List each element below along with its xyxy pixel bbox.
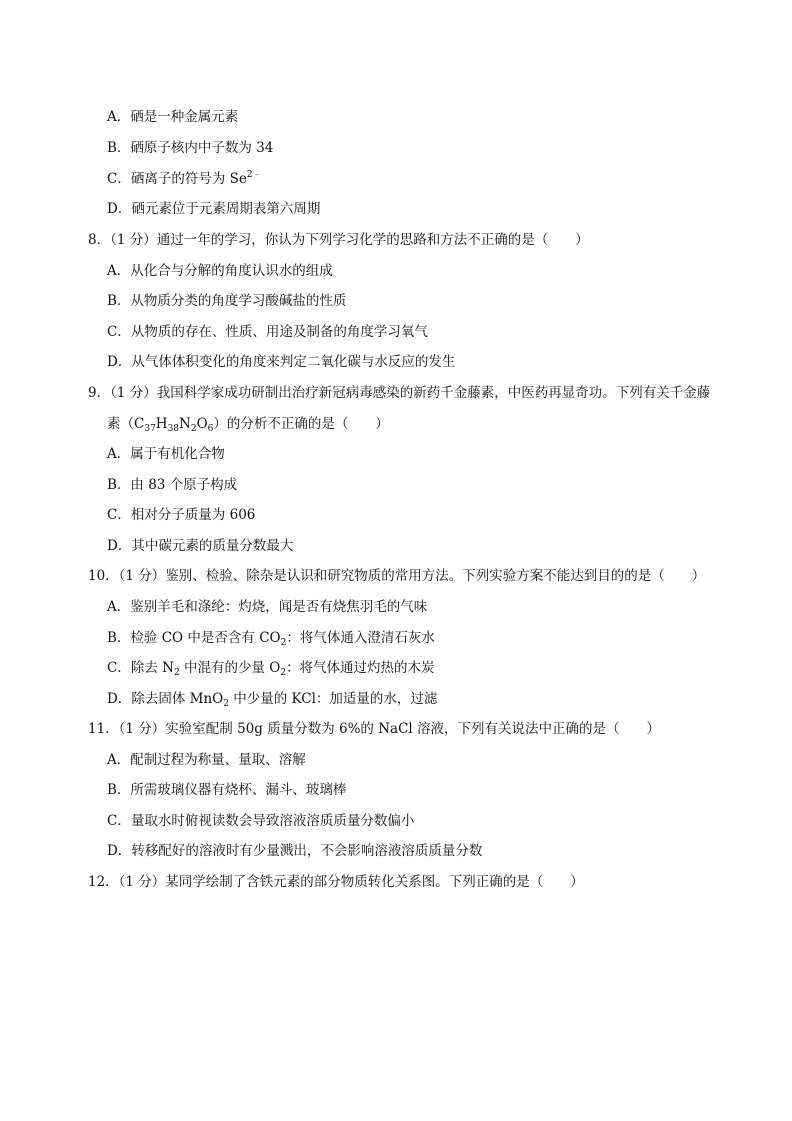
q10-c-post: ：将气体通过灼热的木炭 (286, 660, 435, 676)
q11-stem: 11．（1 分）实验室配制 50g 质量分数为 6%的 NaCl 溶液，下列有关说法中正确的是（ ） (88, 721, 661, 737)
q9-sub-c: 37 (144, 424, 156, 434)
q9-stem2-pre: 素（C (107, 416, 145, 432)
q8-option-d: D．从气体体积变化的角度来判定二氧化碳与水反应的发生 (107, 354, 456, 370)
q7-option-c-text: C．硒离子的符号为 Se (107, 171, 247, 187)
q9-stem2-post: ）的分析不正确的是（ ） (213, 416, 389, 432)
q9-option-d: D．其中碳元素的质量分数最大 (107, 538, 294, 554)
q10-d-pre: D．除去固体 MnO (107, 691, 224, 707)
q11-option-a: A．配制过程为称量、量取、溶解 (107, 752, 306, 768)
q9-stem: 9．（1 分）我国科学家成功研制出治疗新冠病毒感染的新药千金藤素，中医药再显奇功。下列有关千金藤 (88, 385, 711, 401)
q7-option-b: B．硒原子核内中子数为 34 (107, 140, 274, 156)
q10-b-post: ：将气体通入澄清石灰水 (286, 630, 435, 646)
q7-option-c (107, 169, 262, 189)
q10-b-pre: B．检验 CO 中是否含有 CO (107, 630, 281, 646)
q10-option-c (107, 658, 435, 678)
q8-stem: 8．（1 分）通过一年的学习，你认为下列学习化学的思路和方法不正确的是（ ） (88, 232, 589, 248)
q7-option-d: D．硒元素位于元素周期表第六周期 (107, 201, 321, 217)
q10-c-pre: C．除去 N (107, 660, 174, 676)
q10-c-sub1: 2 (173, 668, 180, 678)
q9-sub-n: 2 (190, 424, 197, 434)
q11-option-c: C．量取水时俯视读数会导致溶液溶质质量分数偏小 (107, 813, 415, 829)
q11-option-d: D．转移配好的溶液时有少量溅出，不会影响溶液溶质质量分数 (107, 843, 483, 859)
q10-c-sub2: 2 (280, 668, 287, 678)
q9-stem-continued (107, 414, 389, 434)
q7-option-a: A．硒是一种金属元素 (107, 109, 239, 125)
q10-option-a: A．鉴别羊毛和涤纶：灼烧，闻是否有烧焦羽毛的气味 (107, 599, 428, 615)
q9-option-a: A．属于有机化合物 (107, 446, 225, 462)
q11-option-b: B．所需玻璃仪器有烧杯、漏斗、玻璃棒 (107, 782, 347, 798)
q9-sub-o: 6 (207, 424, 214, 434)
q10-d-post: 中少量的 KCl：加适量的水，过滤 (228, 691, 438, 707)
q8-option-b: B．从物质分类的角度学习酸碱盐的性质 (107, 293, 347, 309)
q10-option-d (107, 689, 437, 709)
q9-sub-h: 38 (167, 424, 180, 434)
q10-b-sub: 2 (280, 638, 287, 648)
q7-ion-charge: 2﹣ (246, 170, 262, 180)
q8-option-c: C．从物质的存在、性质、用途及制备的角度学习氧气 (107, 324, 428, 340)
q10-stem: 10．（1 分）鉴别、检验、除杂是认识和研究物质的常用方法。下列实验方案不能达到目的的是（ ） (88, 568, 706, 584)
q10-option-b (107, 628, 435, 648)
q9-option-c: C．相对分子质量为 606 (107, 507, 256, 523)
q8-option-a: A．从化合与分解的角度认识水的组成 (107, 263, 333, 279)
q10-d-sub: 2 (223, 699, 229, 709)
q10-c-mid: 中混有的少量 O (179, 660, 281, 676)
q12-stem: 12．（1 分）某同学绘制了含铁元素的部分物质转化关系图。下列正确的是（ ） (88, 874, 584, 890)
q9-o: O (196, 416, 208, 432)
q9-n: N (179, 416, 191, 432)
q9-option-b: B．由 83 个原子构成 (107, 477, 238, 493)
q9-h: H (155, 416, 168, 432)
